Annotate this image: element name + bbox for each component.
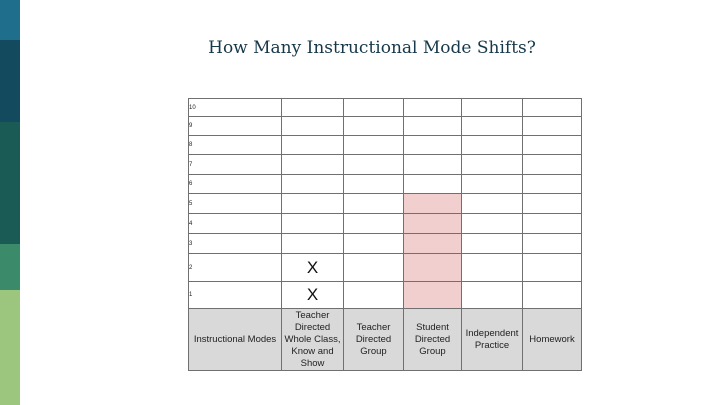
table-cell: [462, 234, 523, 254]
table-cell: [523, 175, 582, 194]
table-cell: [344, 155, 404, 175]
row-label: 4: [189, 214, 282, 234]
sidebar-band-4: [0, 244, 20, 290]
table-cell: [282, 117, 344, 136]
table-row: [189, 234, 582, 254]
table-cell: [282, 136, 344, 155]
table-row: [189, 155, 582, 175]
table-cell: [462, 136, 523, 155]
table-cell: [404, 214, 462, 234]
table-cell: [404, 99, 462, 117]
table-cell: [344, 194, 404, 214]
table-cell: [404, 117, 462, 136]
table-cell: [462, 99, 523, 117]
table-cell: [344, 99, 404, 117]
sidebar-band-5: [0, 290, 20, 405]
table-row: [189, 136, 582, 155]
sidebar-band-1: [0, 0, 20, 40]
table-cell: [523, 155, 582, 175]
table-row: [189, 282, 582, 309]
slide-title: How Many Instructional Mode Shifts?: [208, 38, 536, 58]
table-cell: [523, 282, 582, 309]
table-cell: [344, 214, 404, 234]
header-row: [189, 309, 582, 371]
table-cell: [462, 282, 523, 309]
table-cell: X: [282, 254, 344, 282]
table-cell: [344, 117, 404, 136]
table-cell: [344, 175, 404, 194]
table-cell: [344, 234, 404, 254]
row-label: 9: [189, 117, 282, 136]
row-label: 6: [189, 175, 282, 194]
table-row: [189, 194, 582, 214]
row-label: 3: [189, 234, 282, 254]
row-label: 7: [189, 155, 282, 175]
table-cell: [404, 136, 462, 155]
table-cell: [462, 194, 523, 214]
table-cell: [523, 214, 582, 234]
table-cell: [282, 99, 344, 117]
table-cell: [344, 136, 404, 155]
table-row: [189, 254, 582, 282]
table-cell: [462, 117, 523, 136]
table-cell: [462, 155, 523, 175]
row-label: 10: [189, 99, 282, 117]
table-cell: [523, 99, 582, 117]
mode-shift-table: [188, 98, 582, 371]
table-cell: [462, 175, 523, 194]
column-header: Teacher Directed Whole Class, Know and Show: [282, 309, 344, 371]
table-cell: [282, 234, 344, 254]
table-cell: [404, 282, 462, 309]
table-cell: X: [282, 282, 344, 309]
column-header: Independent Practice: [462, 309, 523, 371]
table-cell: [282, 155, 344, 175]
table-cell: [282, 194, 344, 214]
table-cell: [462, 214, 523, 234]
table-row: [189, 214, 582, 234]
column-header: Student Directed Group: [404, 309, 462, 371]
sidebar-band-3: [0, 122, 20, 244]
table-row: [189, 99, 582, 117]
table-body: [189, 99, 582, 371]
sidebar-color-bands: [0, 0, 20, 405]
table-cell: [523, 117, 582, 136]
table-cell: [523, 254, 582, 282]
row-label: 2: [189, 254, 282, 282]
table-cell: [404, 155, 462, 175]
row-label: 8: [189, 136, 282, 155]
table-cell: [404, 175, 462, 194]
table-cell: [344, 254, 404, 282]
table-row: [189, 117, 582, 136]
row-label: 1: [189, 282, 282, 309]
table-cell: [404, 194, 462, 214]
table-row: [189, 175, 582, 194]
table-cell: [523, 234, 582, 254]
table-cell: [404, 254, 462, 282]
table-cell: [462, 254, 523, 282]
column-header: Homework: [523, 309, 582, 371]
table-cell: [282, 175, 344, 194]
table-cell: [344, 282, 404, 309]
table-cell: [523, 194, 582, 214]
table-cell: [523, 136, 582, 155]
table-cell: [404, 234, 462, 254]
header-label-instructional-modes: Instructional Modes: [189, 309, 282, 371]
table-cell: [282, 214, 344, 234]
column-header: Teacher Directed Group: [344, 309, 404, 371]
row-label: 5: [189, 194, 282, 214]
